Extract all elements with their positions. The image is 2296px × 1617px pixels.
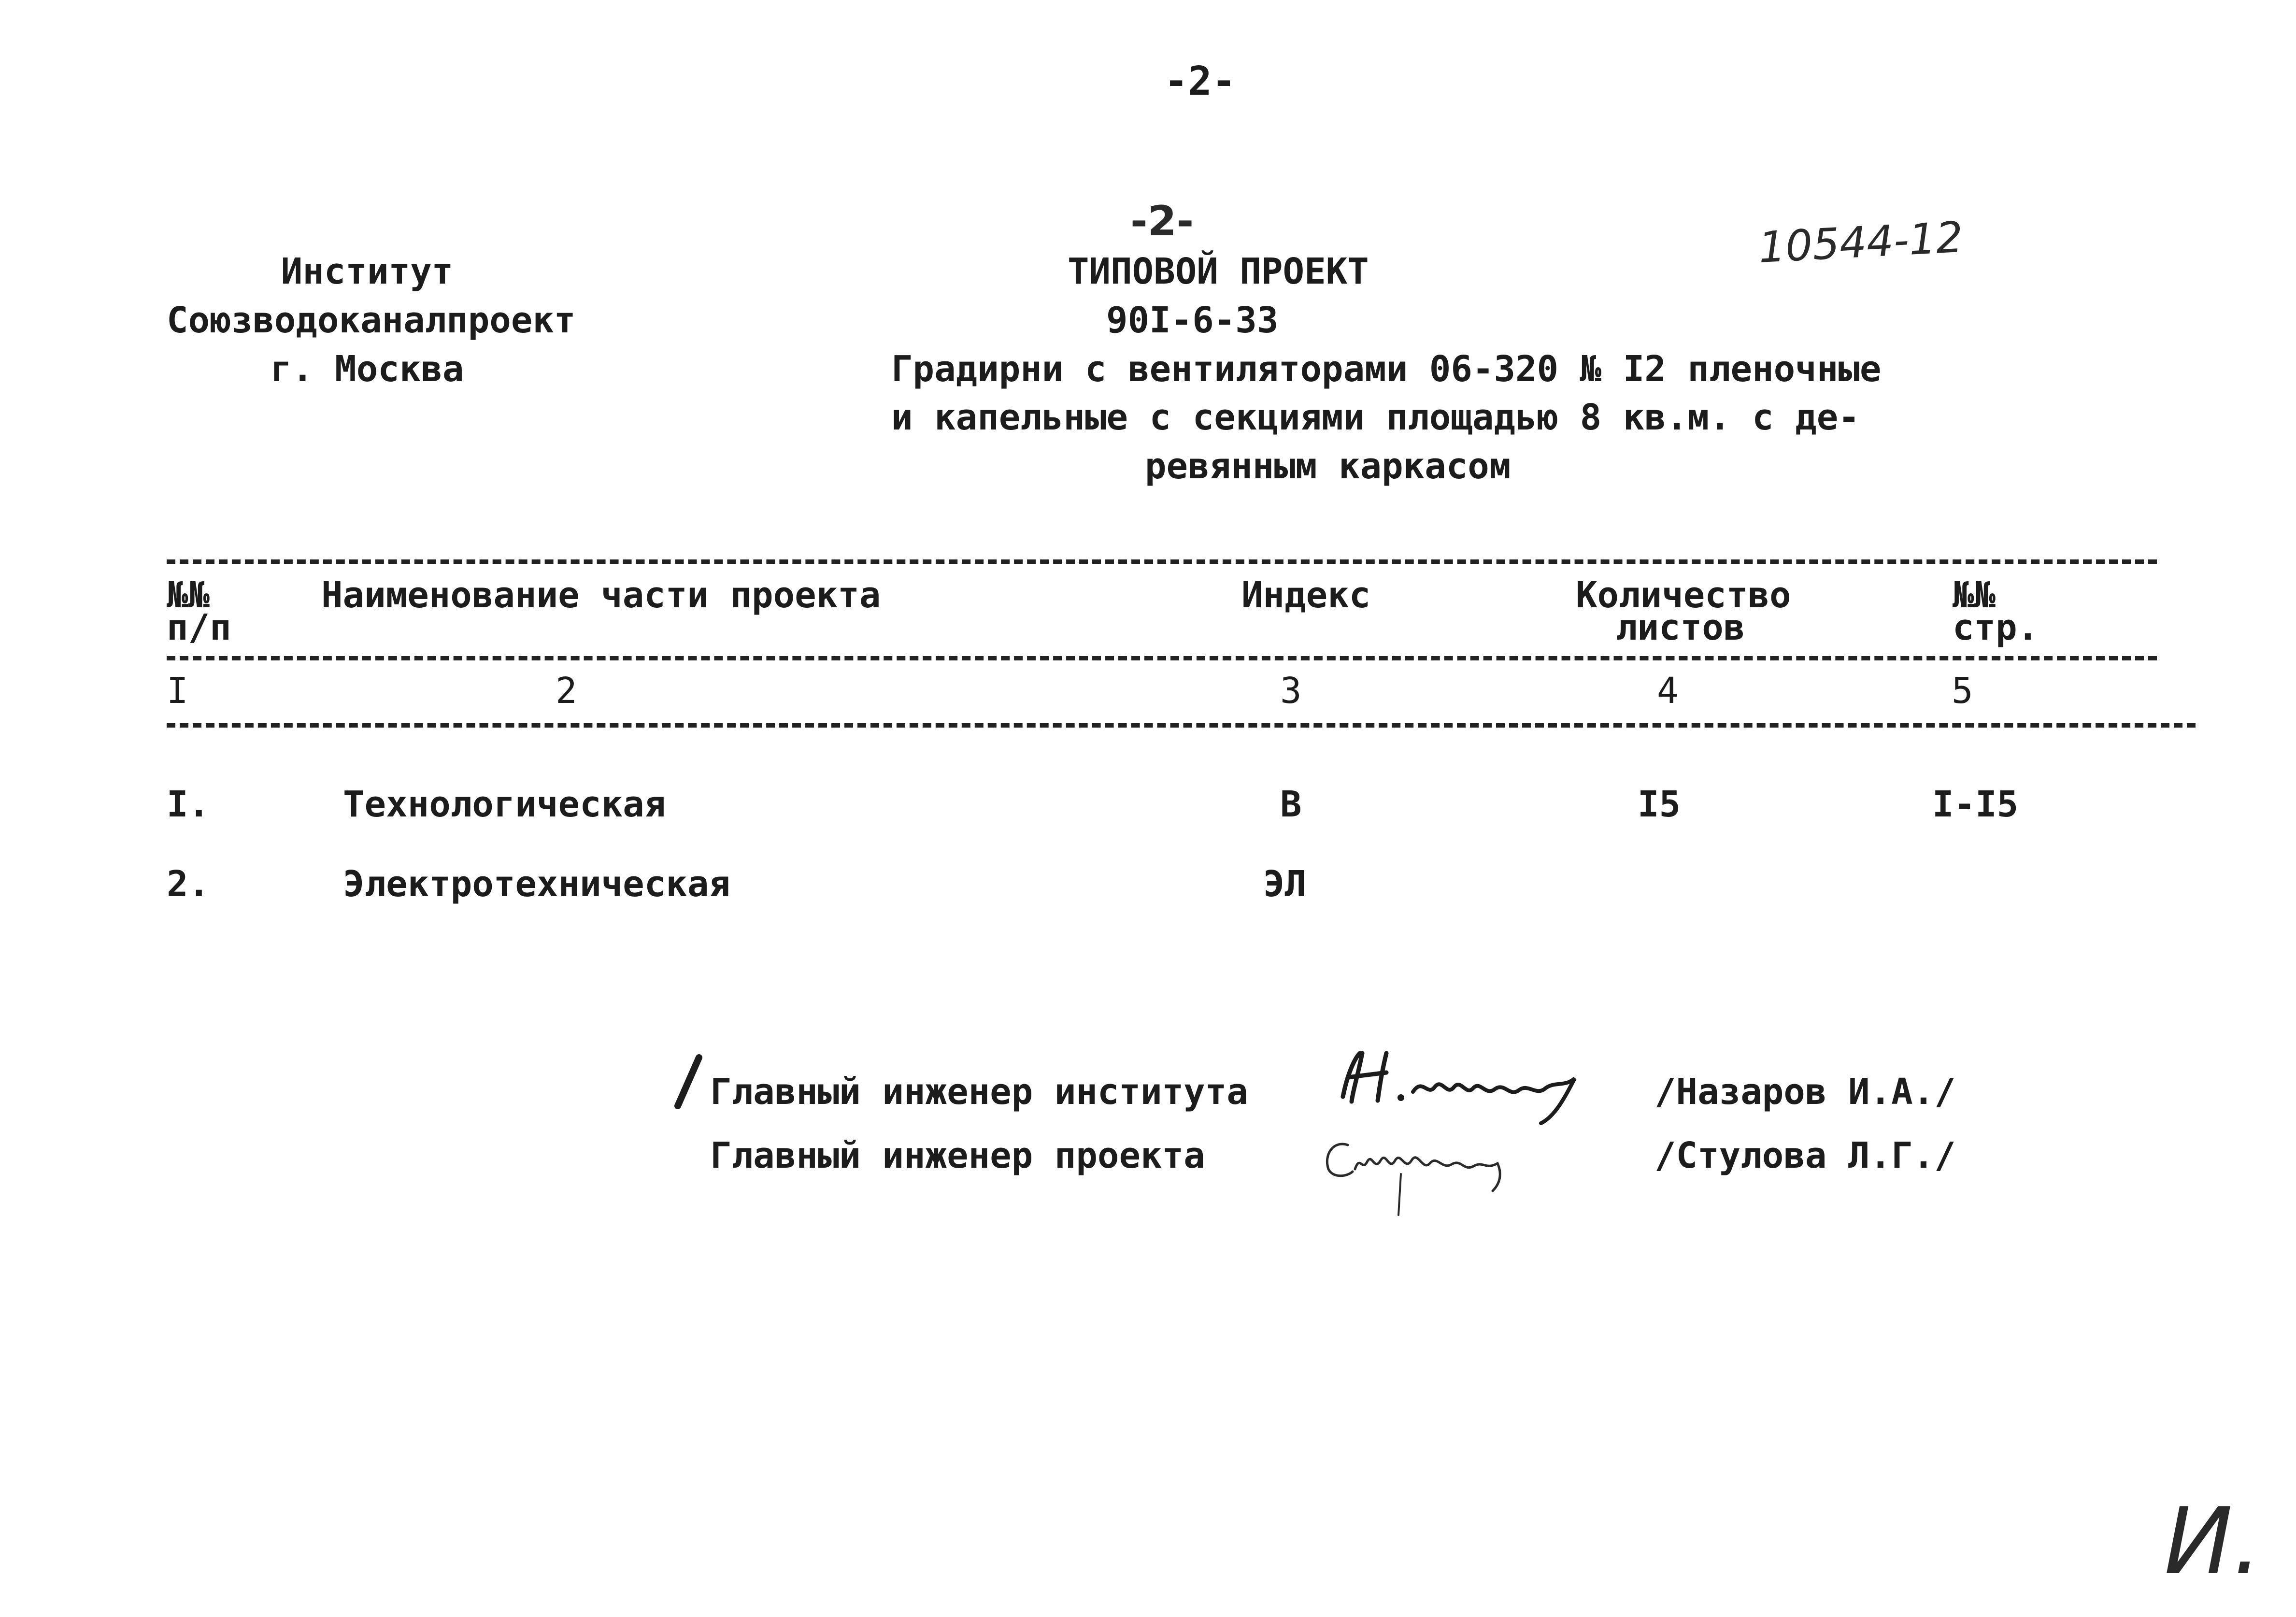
- row-num: I.: [167, 784, 210, 825]
- table-number-rule: [167, 723, 2196, 728]
- project-type: ТИПОВОЙ ПРОЕКТ: [1068, 251, 1369, 292]
- project-title-line1: Градирни с вентиляторами 06-320 № I2 пленочные: [891, 348, 1882, 390]
- header-name: Наименование части проекта: [321, 574, 881, 616]
- corner-mark: И.: [2164, 1488, 2262, 1595]
- header-qty-line2: листов: [1616, 607, 1745, 648]
- institute-city: г. Москва: [270, 348, 464, 390]
- archive-number: 10544-12: [1757, 212, 1965, 273]
- project-title-line2: и капельные с секциями площадью 8 кв.м. с де-: [891, 397, 1860, 438]
- row-name: Электротехническая: [343, 863, 730, 905]
- slash-mark: [674, 1056, 703, 1109]
- column-number-2: 2: [556, 670, 577, 712]
- column-number-4: 4: [1657, 670, 1679, 712]
- institute-org: Союзводоканалпроект: [167, 300, 576, 341]
- row-qty: I5: [1638, 784, 1681, 825]
- page-number-handwritten: -2-: [1130, 197, 1194, 245]
- header-page-line2: стр.: [1953, 607, 2039, 648]
- signature-title-chief-engineer-project: Главный инженер проекта: [710, 1135, 1205, 1176]
- project-code: 90I-6-33: [1106, 300, 1279, 341]
- project-title-line3: ревянным каркасом: [1145, 445, 1511, 487]
- signature-stulova: [1319, 1126, 1536, 1227]
- row-pages: I-I5: [1932, 784, 2019, 825]
- signature-name-nazarov: /Назаров И.А./: [1654, 1071, 1956, 1113]
- page-top-number: -2-: [1164, 58, 1236, 104]
- column-number-1: I: [167, 670, 188, 712]
- row-name: Технологическая: [343, 784, 666, 825]
- signature-name-stulova: /Стулова Л.Г./: [1654, 1135, 1956, 1176]
- table-header-rule: [167, 656, 2157, 660]
- header-qty-line1: Количество: [1576, 574, 1791, 616]
- header-num-line1: №№: [167, 574, 210, 616]
- header-page-line1: №№: [1953, 574, 1996, 616]
- row-index: В: [1280, 784, 1302, 825]
- institute-name: Институт: [281, 251, 454, 292]
- header-num-line2: п/п: [167, 607, 231, 648]
- table-top-rule: [167, 559, 2157, 564]
- row-index: ЭЛ: [1263, 863, 1307, 905]
- column-number-3: 3: [1280, 670, 1302, 712]
- signature-nazarov: [1333, 1044, 1594, 1126]
- signature-title-chief-engineer-institute: Главный инженер института: [710, 1071, 1248, 1113]
- column-number-5: 5: [1952, 670, 1973, 712]
- header-index: Индекс: [1241, 574, 1371, 616]
- row-num: 2.: [167, 863, 210, 905]
